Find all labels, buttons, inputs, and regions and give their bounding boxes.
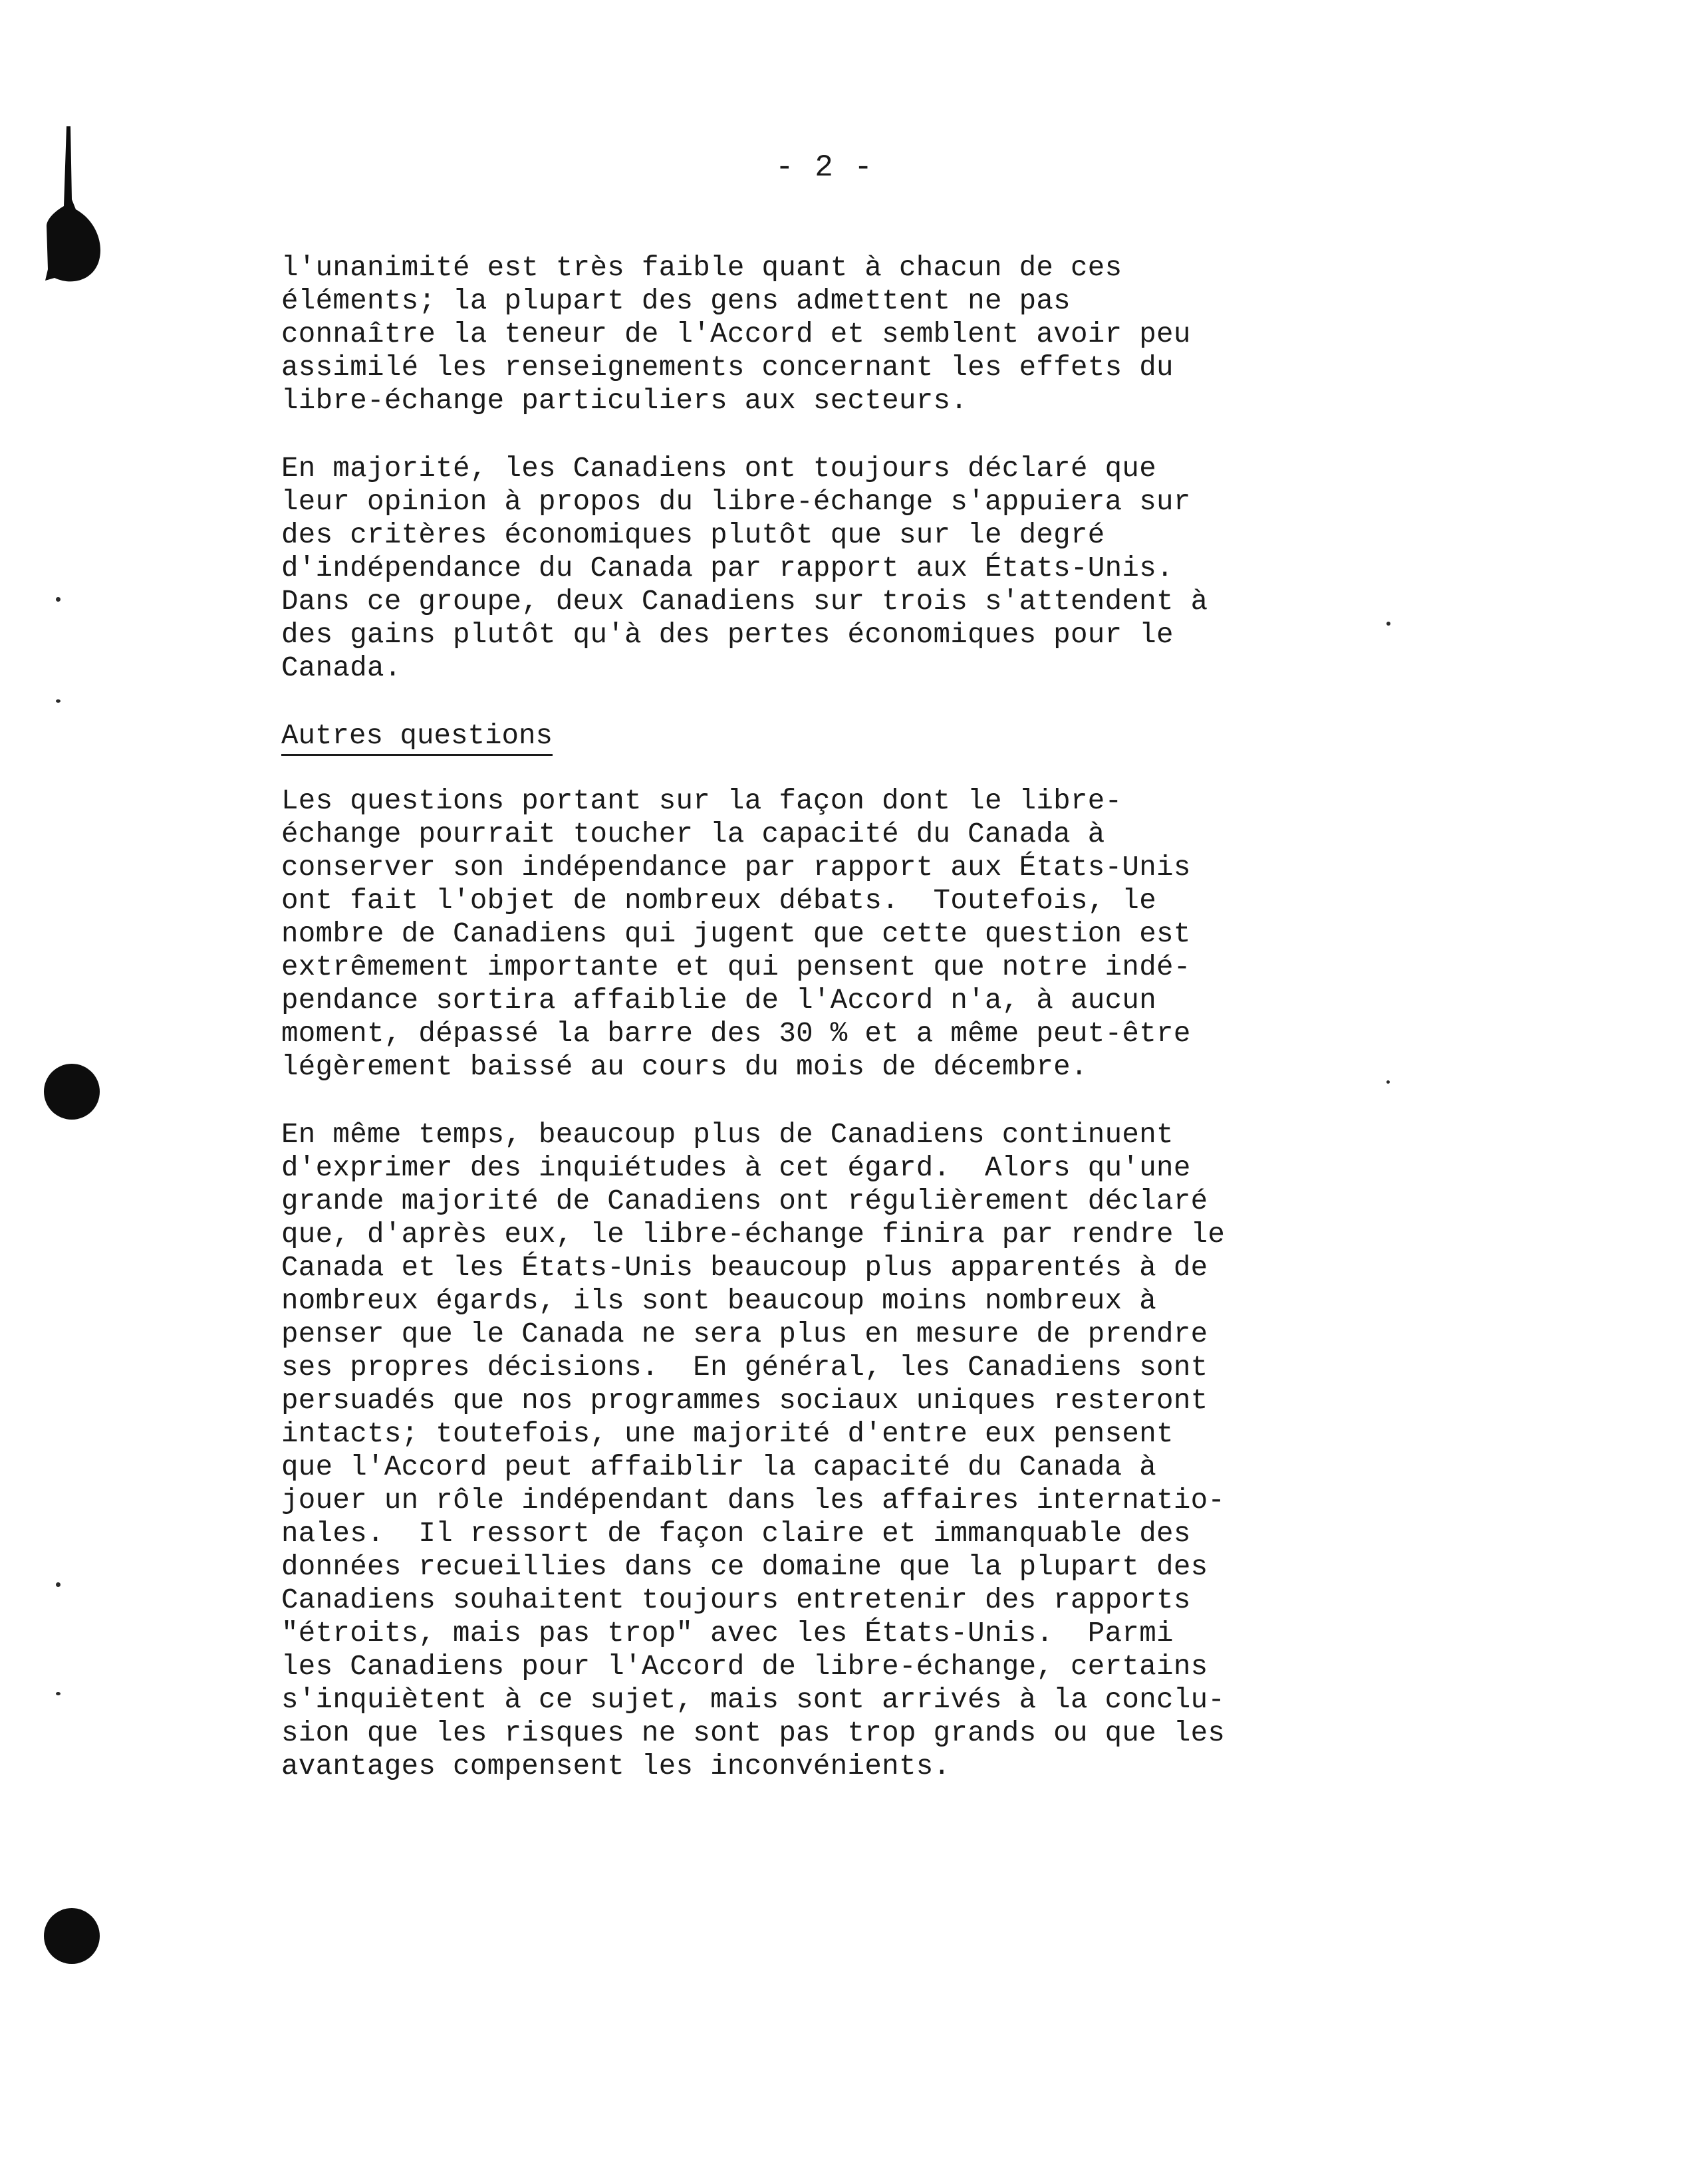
page-number: - 2 - <box>775 150 874 185</box>
scan-speck <box>56 1692 61 1695</box>
paragraph-independance: Les questions portant sur la façon dont le libre- échange pourrait toucher la capacité du Canada à conserver son indépendance par rapport aux États-Unis ont fait l'objet de nombreux débats. Toutefois, le nombre de Canadiens qui jugent que cette question est extrêmement importante et qui pensent que notre indé- pendance sortira affaiblie de l'Accord n'a, à aucun moment, dépassé la barre des 30 % et a même peut-être légèrement baissé au cours du mois de décembre. <box>281 785 1191 1083</box>
section-heading-autres-questions: Autres questions <box>281 719 553 756</box>
scan-speck <box>56 1582 61 1587</box>
binder-clip-icon <box>41 126 102 286</box>
punch-hole-icon <box>44 1908 100 1964</box>
scan-speck <box>56 699 61 703</box>
paragraph-unanimite: l'unanimité est très faible quant à chacun de ces éléments; la plupart des gens admettent ne pas connaître la teneur de l'Accord et semblent avoir peu assimilé les renseignements concernant les effets du libre-échange particuliers aux secteurs. <box>281 252 1191 417</box>
scan-speck <box>56 597 61 602</box>
punch-hole-icon <box>44 1064 100 1120</box>
paragraph-inquietudes: En même temps, beaucoup plus de Canadiens continuent d'exprimer des inquiétudes à cet égard. Alors qu'une grande majorité de Canadiens ont régulièrement déclaré que, d'après eux, le libre-échange finira par rendre le Canada et les États-Unis beaucoup plus apparentés à de nombreux égards, ils sont beaucoup moins nombreux à penser que le Canada ne sera plus en mesure de prendre ses propres décisions. En général, les Canadiens sont persuadés que nos programmes sociaux uniques resteront intacts; toutefois, une majorité d'entre eux pensent que l'Accord peut affaiblir la capacité du Canada à jouer un rôle indépendant dans les affaires internatio- nales. Il ressort de façon claire et immanquable des données recueillies dans ce domaine que la plupart des Canadiens souhaitent toujours entretenir des rapports "étroits, mais pas trop" avec les États-Unis. Parmi les Canadiens pour l'Accord de libre-échange, certains s'inquiètent à ce sujet, mais sont arrivés à la conclu- sion que les risques ne sont pas trop grands ou que les avantages compensent les inconvénients. <box>281 1119 1226 1782</box>
paragraph-majorite: En majorité, les Canadiens ont toujours déclaré que leur opinion à propos du libre-échange s'appuiera sur des critères économiques plutôt que sur le degré d'indépendance du Canada par rapport aux États-Unis. Dans ce groupe, deux Canadiens sur trois s'attendent à des gains plutôt qu'à des pertes économiques pour le Canada. <box>281 453 1208 684</box>
